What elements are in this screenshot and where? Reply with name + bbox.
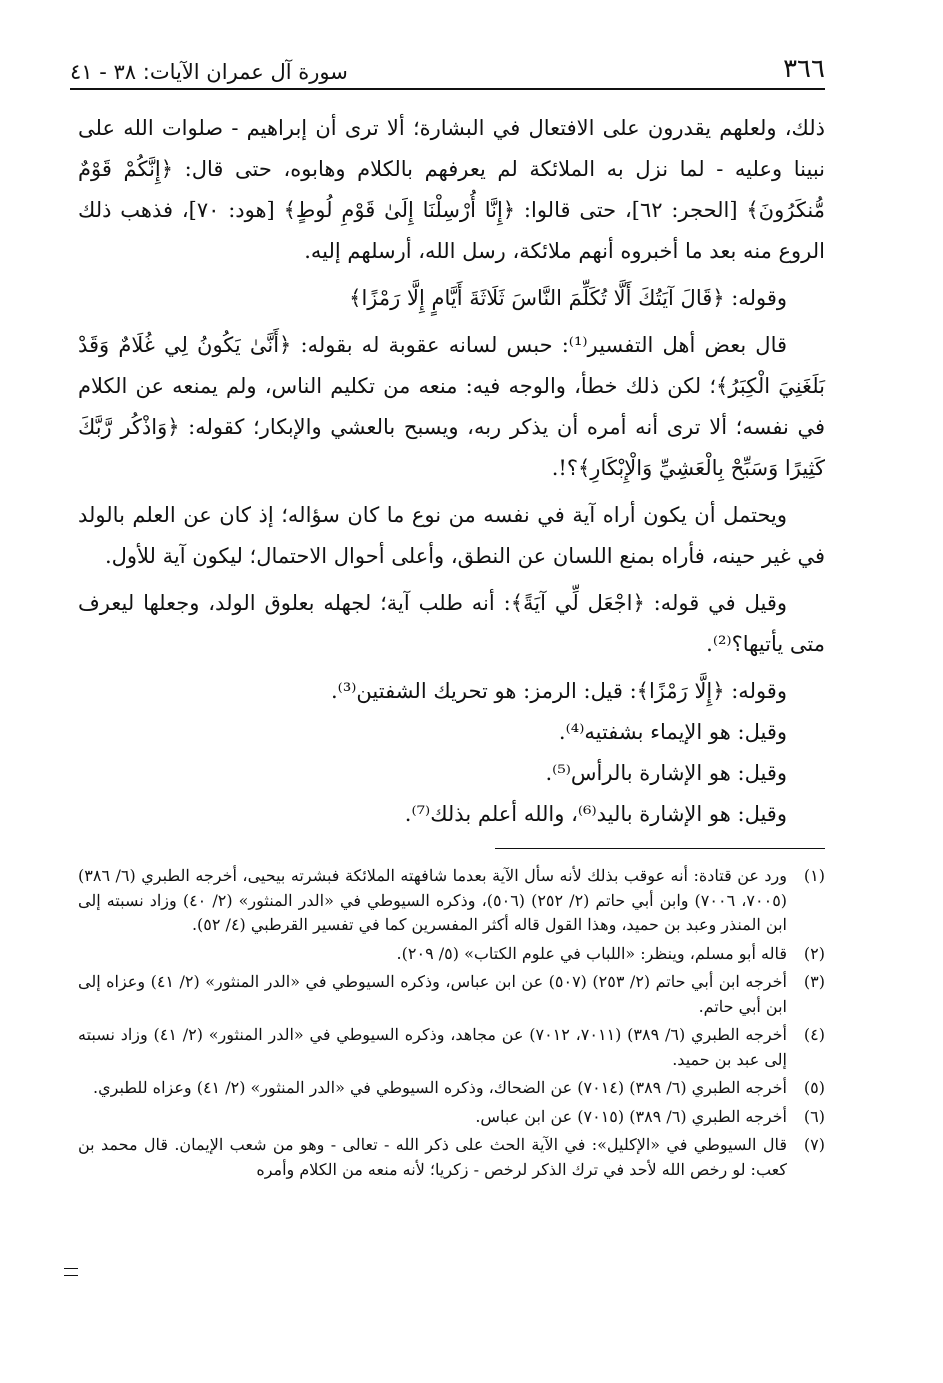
- footnote-number: (٤): [803, 1025, 825, 1044]
- footnote-number: (٢): [803, 943, 825, 963]
- paragraph: ويحتمل أن يكون أراه آية في نفسه من نوع ما كان سؤاله؛ إذ كان عن العلم بالولد في غير حينه، فأراه بمنع اللسان عن النطق، وأعلى أحوال الاحتمال؛ ليكون آية للأول.: [78, 503, 825, 568]
- footnote-divider: [495, 848, 825, 849]
- main-text: [78, 108, 825, 835]
- footnote: [78, 942, 825, 967]
- paragraph: وقيل: هو الإشارة باليد⁽⁶⁾، والله أعلم بذلك⁽⁷⁾.: [404, 802, 787, 826]
- footnote-number: (٧): [803, 1135, 825, 1154]
- footnote-text: أخرجه ابن أبي حاتم (٢/ ٢٥٣) (٥٠٧) عن ابن عباس، وذكره السيوطي في «الدر المنثور» (٢/ ٤١) وعزاه إلى ابن أبي حاتم.: [78, 972, 787, 1016]
- footnote-text: أخرجه الطبري (٦/ ٣٨٩) (٧٠١٥) عن ابن عباس.: [475, 1106, 787, 1126]
- paragraph: وقوله: ﴿إِلَّا رَمْزًا﴾: قيل: الرمز: هو تحريك الشفتين⁽³⁾.: [330, 679, 787, 703]
- paragraph: وقيل: هو الإشارة بالرأس⁽⁵⁾.: [545, 761, 787, 785]
- paragraph: وقوله: ﴿قَالَ آيَتُكَ أَلَّا تُكَلِّمَ النَّاسَ ثَلَاثَةَ أَيَّامٍ إِلَّا رَمْزًا﴾: [349, 286, 787, 310]
- footnote-text: ورد عن قتادة: أنه عوقب بذلك لأنه سأل الآية بعدما شافهته الملائكة فبشرته بيحيى، أخرجه الطبري (٦/ ٣٨٦) (٧٠٠٥، ٧٠٠٦) وابن أبي حاتم (٢/ ٢٥٢) (٥٠٦)، وذكره السيوطي في «الدر المنثور» (٢/ ٤٠) وزاد نسبته إلى ابن المنذر وعبد بن حميد، وهذا القول قاله أكثر المفسرين كما في تفسير القرطبي (٤/ ٥٢).: [78, 866, 788, 934]
- footnote-number: (٦): [803, 1106, 825, 1126]
- footnote-number: (١): [803, 866, 825, 885]
- continuation-mark: [64, 1268, 78, 1276]
- footnote-number: (٥): [803, 1078, 825, 1097]
- paragraph: ذلك، ولعلهم يقدرون على الافتعال في البشارة؛ ألا ترى أن إبراهيم - صلوات الله على نبينا وعليه - لما نزل به الملائكة لم يعرفهم بالكلام وهابوه، حتى قال: ﴿إِنَّكُمْ قَوْمٌ مُّنكَرُونَ﴾ [الحجر: ٦٢]، حتى قالوا: ﴿إِنَّا أُرْسِلْنَا إِلَىٰ قَوْمِ لُوطٍ﴾ [هود: ٧٠]، فذهب ذلك الروع منه بعد ما أخبروه أنهم ملائكة، رسل الله، أرسلهم إليه.: [78, 116, 826, 263]
- paragraph: وقيل: هو الإيماء بشفتيه⁽⁴⁾.: [558, 720, 787, 744]
- footnote: [78, 1076, 825, 1101]
- footnote: [78, 970, 825, 1019]
- footnote: [78, 864, 825, 938]
- footnote-number: (٣): [803, 972, 825, 991]
- footnote: [78, 1023, 825, 1072]
- running-title: سورة آل عمران الآيات: ٣٨ - ٤١: [70, 60, 348, 84]
- paragraph: وقيل في قوله: ﴿اجْعَل لِّي آيَةً﴾: أنه طلب آية؛ لجهله بعلوق الولد، وجعلها ليعرف متى يأتيها؟⁽²⁾.: [78, 591, 825, 656]
- footnote: [78, 1133, 825, 1182]
- footnote: [78, 1105, 825, 1130]
- footnote-text: أخرجه الطبري (٦/ ٣٨٩) (٧٠١١، ٧٠١٢) عن مجاهد، وذكره السيوطي في «الدر المنثور» (٢/ ٤١) وزاد نسبته إلى عبد بن حميد.: [78, 1025, 787, 1069]
- footnotes: [78, 864, 825, 1186]
- page-number: ٣٦٦: [783, 54, 825, 84]
- paragraph: قال بعض أهل التفسير⁽¹⁾: حبس لسانه عقوبة له بقوله: ﴿أَنَّىٰ يَكُونُ لِي غُلَامٌ وَقَدْ بَلَغَنِيَ الْكِبَرُ﴾؛ لكن ذلك خطأ، والوجه فيه: منعه من تكليم الناس، ولم يمنعه عن الكلام في نفسه؛ ألا ترى أنه أمره أن يذكر ربه، ويسبح بالعشي والإبكار؛ كقوله: ﴿وَاذْكُر رَّبَّكَ كَثِيرًا وَسَبِّحْ بِالْعَشِيِّ وَالْإِبْكَارِ﴾؟!.: [78, 333, 825, 480]
- page-header: [70, 40, 825, 90]
- footnote-text: أخرجه الطبري (٦/ ٣٨٩) (٧٠١٤) عن الضحاك، وذكره السيوطي في «الدر المنثور» (٢/ ٤١) وعزاه للطبري.: [93, 1078, 787, 1097]
- footnote-text: قال السيوطي في «الإكليل»: في الآية الحث على ذكر الله - تعالى - وهو من شعب الإيمان. قال محمد بن كعب: لو رخص الله لأحد في ترك الذكر لرخص - زكريا؛ لأنه منعه من الكلام وأمره: [78, 1135, 787, 1179]
- footnote-text: قاله أبو مسلم، وينظر: «اللباب في علوم الكتاب» (٥/ ٢٠٩).: [396, 943, 787, 963]
